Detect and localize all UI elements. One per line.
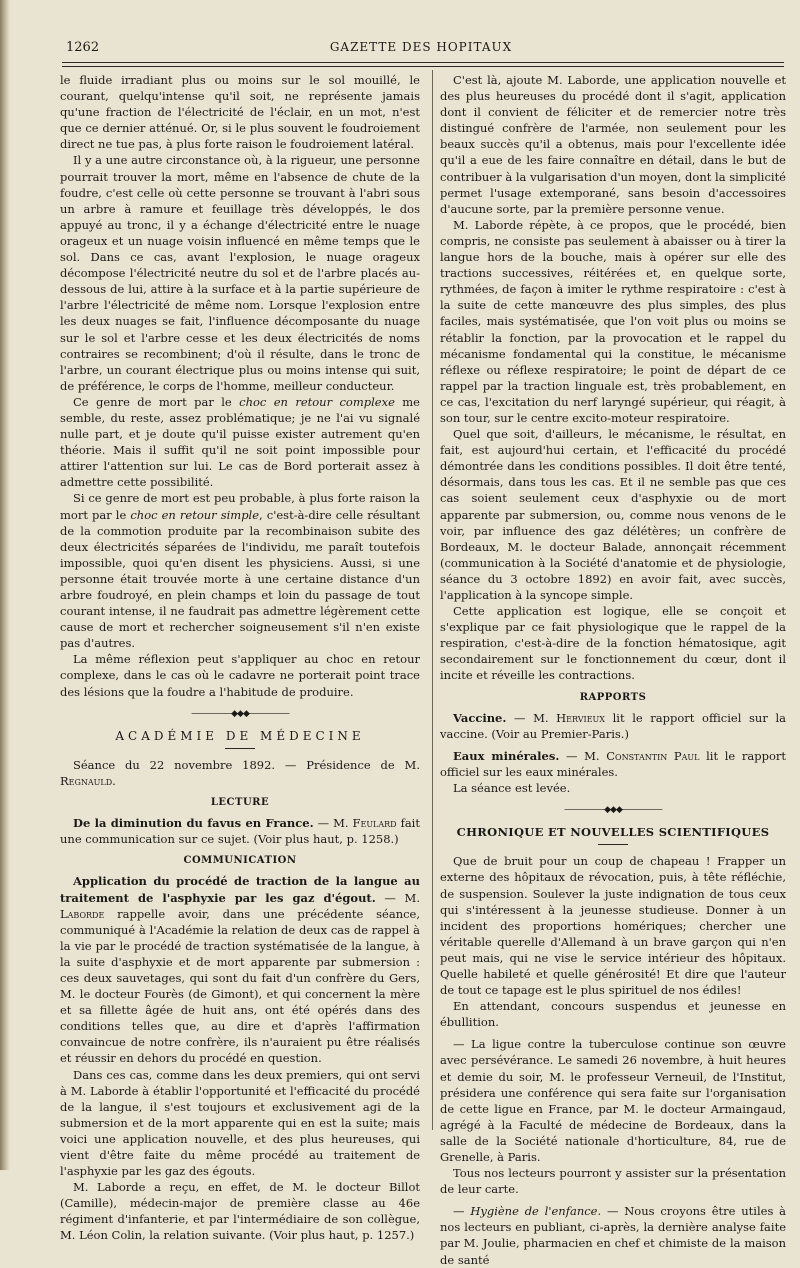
header-rule-thick: [62, 62, 784, 63]
left-column: [60, 72, 420, 1244]
paragraph: Ce genre de mort par le choc en retour complexe me semble, du reste, assez problématique; je ne l'ai vu signalé nulle part, et je doute qu'il puisse exister autrement qu'en théorie. Mais il suffit qu'il ne soit point impossible pour attirer l'attention sur lui. Le cas de Bord porterait assez à admettre cette possibilité.: [60, 394, 420, 490]
paragraph: Cette application est logique, elle se conçoit et s'explique par ce fait physiologique que le rappel de la respiration, c'est-à-dire de la fonction hématosique, agit secondairement sur le fonctionnement du cœur, dont il incite et réveille les contractions.: [440, 604, 786, 683]
subheading-lecture: LECTURE: [210, 797, 270, 809]
column-separator: [432, 70, 433, 1130]
right-column: [440, 72, 786, 1268]
paragraph: Tous nos lecteurs pourront y assister sur la présentation de leur carte.: [440, 1166, 786, 1197]
paragraph: — La ligue contre la tuberculose continue son œuvre avec persévérance. Le samedi 26 novembre, à huit heures et demie du soir, M. le professeur Verneuil, de l'Institut, présidera une conférence qui sera faite sur l'organisation de cette ligue en France, par M. le docteur Armaingaud, agrégé à la Faculté de médecine de Bordeaux, dans la salle de la Société nationale d'horticulture, 84, rue de Grenelle, à Paris.: [440, 1037, 786, 1164]
journal-title: GAZETTE DES HOPITAUX: [329, 40, 513, 54]
paragraph: La même réflexion peut s'appliquer au choc en retour complexe, dans le cas où le cadavre ne porterait point trace des lésions que la foudre a l'habitude de produire.: [60, 652, 420, 699]
paragraph: M. Laborde répète, à ce propos, que le procédé, bien compris, ne consiste pas seulement à abaisser ou à tirer la langue hors de la bouche, mais à opérer sur elle des tractions successives, réitérées et, en quelque sorte, rythmées, de façon à imiter le rythme respiratoire : c'est à la suite de cette manœuvre des plus simples, des plus faciles, mais systématisée, que l'on voit plus ou moins se rétablir la fonction, par la provocation et le rappel du mécanisme fondamental qui la constitue, le mécanisme réflexe ou réflexe respiratoire; le point de départ de ce rappel par la traction linguale est, très probablement, en ce cas, l'excitation du nerf laryngé supérieur, qui réagit, à son tour, sur le centre excito-moteur respiratoire.: [440, 217, 786, 425]
subheading-communication: COMMUNICATION: [183, 855, 297, 867]
paragraph: Il y a une autre circonstance où, à la rigueur, une personne pourrait trouver la mort, même en l'absence de chute de la foudre, c'est celle où cette personne se trouvant à l'abri sous un arbre à ramure et feuillage très développés, le dos appuyé au tronc, il y a échange d'électricité entre le nuage orageux et un nuage voisin influencé en même temps que le sol. Dans ce cas, avant l'explosion, le nuage orageux décompose l'électricité neutre du sol et de l'arbre placés au-dessous de lui, attire à la surface et à la partie supérieure de l'arbre l'électricité de même nom. Lorsque l'explosion entre les deux nuages se fait, l'influence décomposante du nuage sur le sol et l'arbre cesse et les deux électricités de noms contraires se recombinent; d'où il résulte, dans le tronc de l'arbre, un courant électrique plus ou moins intense qui suit, de préférence, le corps de l'homme, meilleur conducteur.: [60, 153, 420, 393]
section-heading-chronique: CHRONIQUE ET NOUVELLES SCIENTIFIQUES: [456, 825, 770, 840]
page-number: 1262: [66, 40, 100, 55]
short-rule: [598, 844, 628, 845]
paragraph-levee: La séance est levée.: [453, 781, 571, 796]
paragraph: Que de bruit pour un coup de chapeau ! Frapper un externe des hôpitaux de révocation, puis, à tête réfléchie, de suspension. Soulever la juste indignation de tous ceux qui s'intéressent à la jeunesse studieuse. Donner à un incident des proportions homériques; chercher une véritable querelle d'Allemand à un brave garçon qui n'en peut mais, qui ne vise le service intérieur des hôpitaux. Quelle habileté et quelle générosité! Et dire que l'auteur de tout ce tapage est le plus spirituel de nos édiles!: [440, 854, 786, 998]
paragraph-vaccine: Vaccine. — M. Hervieux lit le rapport officiel sur la vaccine. (Voir au Premier-Paris.): [440, 710, 786, 741]
paragraph-eaux: Eaux minérales. — M. Constantin Paul lit le rapport officiel sur les eaux minérales.: [440, 748, 786, 779]
paragraph-application: Application du procédé de traction de la langue au traitement de l'asphyxie par les gaz d'égout. — M. Laborde rappelle avoir, dans une précédente séance, communiqué à l'Académie la relation de deux cas de rappel à la vie par le procédé de traction systématisée de la langue, à la suite d'asphyxie et de mort apparente par submersion : ces deux sauvetages, qui sont du fait d'un confrère du Gers, M. le docteur Fourès (de Gimont), et qui concernent la mère et sa fillette âgée de huit ans, ont été opérés dans des conditions telles que, au dire et d'après l'affirmation convaincue de notre confrère, ils n'auraient pu être réalisés et réussir en dehors du procédé en question.: [60, 874, 420, 1066]
short-rule: [225, 748, 255, 749]
paragraph: Quel que soit, d'ailleurs, le mécanisme, le résultat, en fait, est aujourd'hui certain, et l'efficacité du procédé démontrée dans les conditions possibles. Il doit être tenté, désormais, dans tous les cas. Et il ne semble pas que ces cas soient seulement ceux d'asphyxie ou de mort apparente par submersion, ou, comme nous venons de le voir, par influence des gaz délétères; un confrère de Bordeaux, M. le docteur Balade, annonçait récemment (communication à la Société d'anatomie et de physiologie, séance du 3 octobre 1892) en avoir fait, avec succès, l'application à la syncope simple.: [440, 427, 786, 602]
paragraph: Dans ces cas, comme dans les deux premiers, qui ont servi à M. Laborde à établir l'opportunité et l'efficacité du procédé de la langue, il s'est toujours et exclusivement agi de la submersion et de la mort apparente qui en est la suite; mais voici une application nouvelle, et des plus heureuses, qui vient d'être faite du même procédé au traitement de l'asphyxie par les gaz des égouts.: [60, 1067, 420, 1179]
page-binding-shadow: [0, 0, 10, 1170]
paragraph: le fluide irradiant plus ou moins sur le sol mouillé, le courant, quelqu'intense qu'il soit, ne représente jamais qu'une fraction de l'électricité de l'éclair, en un mot, n'est que ce dernier atténué. Or, si le plus souvent le foudroiement direct ne tue pas, à plus forte raison le foudroiement latéral.: [60, 73, 420, 152]
paragraph: Si ce genre de mort est peu probable, à plus forte raison la mort par le choc en retour simple, c'est-à-dire celle résultant de la commotion produite par la recombinaison subite des deux électricités séparées de l'individu, me paraît toutefois impossible, quoi qu'en disent les physiciens. Aussi, si une personne était trouvée morte à une certaine distance d'un arbre foudroyé, en plein champs et loin du passage de tout courant intense, il ne faudrait pas admettre légèrement cette cause de mort et rechercher soigneusement s'il n'en existe pas d'autres.: [60, 491, 420, 651]
section-ornament: —————◆◆◆—————: [191, 708, 289, 719]
page-header: [62, 36, 780, 62]
subheading-rapports: RAPPORTS: [579, 691, 647, 703]
paragraph-hygiene: — Hygiène de l'enfance. — Nous croyons être utiles à nos lecteurs en publiant, ci-après, la dernière analyse faite par M. Joulie, pharmacien en chef et chimiste de la maison de santé: [440, 1204, 786, 1267]
paragraph: En attendant, concours suspendus et jeunesse en ébullition.: [440, 999, 786, 1030]
seance-line: Séance du 22 novembre 1892. — Présidence de M. Regnauld.: [60, 757, 420, 788]
section-ornament: —————◆◆◆—————: [564, 805, 662, 816]
paragraph: M. Laborde a reçu, en effet, de M. le docteur Billot (Camille), médecin-major de première classe au 46e régiment d'infanterie, et par l'intermédiaire de son collègue, M. Léon Colin, la relation suivante. (Voir plus haut, p. 1257.): [60, 1180, 420, 1243]
section-heading-academie: ACADÉMIE DE MÉDECINE: [115, 728, 365, 743]
paragraph-favus: De la diminution du favus en France. — M. Feulard fait une communication sur ce sujet. (Voir plus haut, p. 1258.): [60, 816, 420, 847]
header-rule-thin: [62, 66, 784, 67]
paragraph: C'est là, ajoute M. Laborde, une application nouvelle et des plus heureuses du procédé dont il s'agit, application dont il convient de féliciter et de remercier notre très distingué confrère de l'armée, non seulement pour les beaux succès qu'il a obtenus, mais pour l'excellente idée qu'il a eue de les faire connaître en détail, dans le but de contribuer à la vulgarisation d'un moyen, dont la simplicité permet l'usage extemporané, sans besoin d'accessoires d'aucune sorte, par la première personne venue.: [440, 73, 786, 216]
